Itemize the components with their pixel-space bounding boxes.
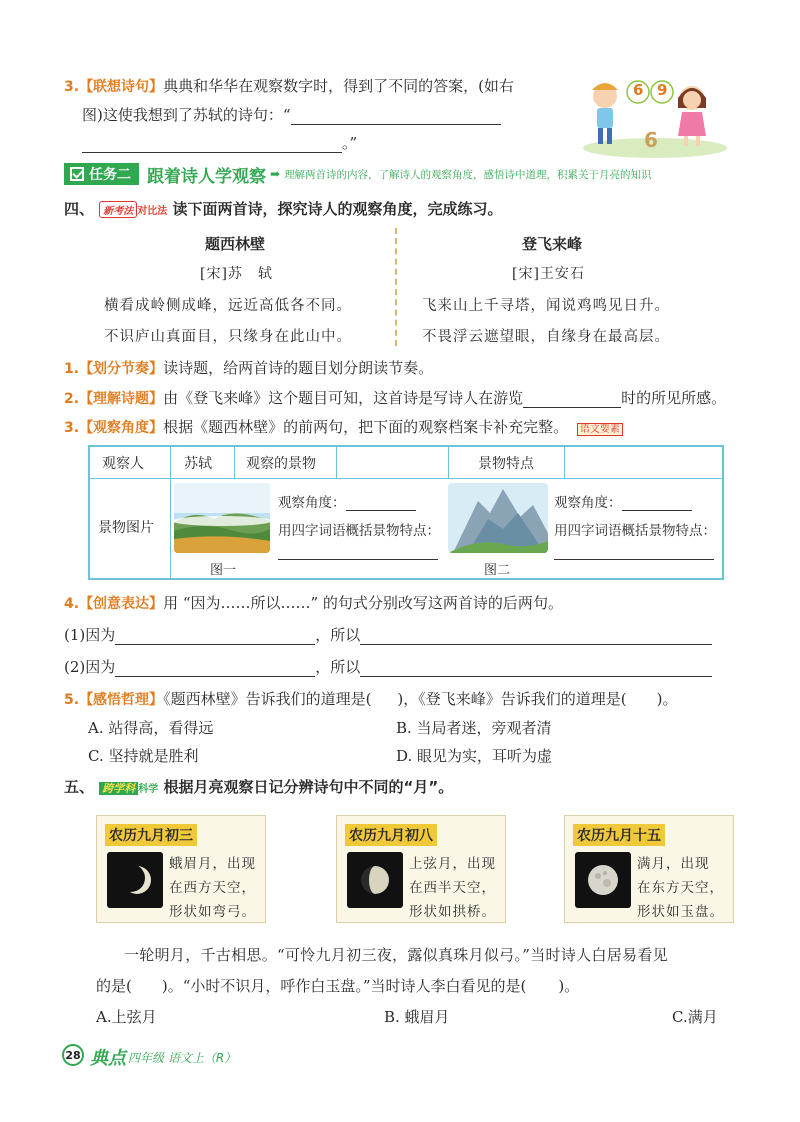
fig2-summary-blank[interactable] (554, 559, 714, 560)
poem1-title: 题西林壁 (205, 235, 266, 253)
passage-text2a: 的是( (96, 977, 132, 995)
q3-tag: 【观察角度】 (79, 420, 164, 436)
section5-instruction: 根据月亮观察日记分辨诗句中不同的“月”。 (163, 778, 454, 796)
q2-tag: 【理解诗题】 (79, 391, 164, 407)
poem1-line2: 不识庐山真面目，只缘身在此山中。 (104, 329, 352, 345)
brand-logo: 典点 (90, 1048, 126, 1069)
passage-line1 (96, 944, 668, 965)
q4-row1 (64, 624, 712, 645)
chinese-element-badge: 语文要素 (577, 423, 623, 436)
q4-text: 用 “因为……所以……” 的句式分别改写这两首诗的后两句。 (163, 594, 563, 612)
section5-heading (64, 776, 453, 797)
section5-label: 五、 (64, 778, 95, 796)
moon-card-1-line3: 形状如弯弓。 (169, 904, 256, 920)
q5-text3: )。 (656, 690, 678, 708)
moon-card-3-date: 农历九月十五 (573, 824, 665, 846)
q2-text1: 由《登飞来峰》这个题目可知，这首诗是写诗人在游览 (163, 389, 524, 407)
task2-badge (64, 163, 139, 185)
moon-card-1 (96, 815, 266, 923)
observation-card (88, 445, 724, 580)
q2 (64, 387, 726, 408)
moon-card-2 (336, 815, 506, 923)
table-divider-v3 (336, 447, 337, 479)
q1-tag: 【划分节奏】 (79, 361, 164, 377)
poem2-line1: 飞来山上千寻塔，闻说鸡鸣见日升。 (422, 298, 670, 314)
task2-badge-label: 任务二 (89, 167, 131, 183)
page-number: 28 (62, 1044, 84, 1066)
figure1-mountain-image (174, 483, 270, 553)
moon-card-2-line3: 形状如拱桥。 (409, 904, 496, 920)
q3-top-answer-blank-2[interactable] (82, 139, 342, 153)
passage-text1: 一轮明月，千古相思。“可怜九月初三夜，露似真珠月似弓。”当时诗人白居易看见 (124, 946, 668, 964)
q5-option-b: B. 当局者迷，旁观者清 (396, 719, 552, 737)
q4-row2-because-blank[interactable] (115, 663, 315, 677)
poem-divider (395, 228, 399, 346)
q4 (64, 592, 563, 613)
new-method-badge: 新考法 (99, 201, 137, 218)
fig1-angle-label: 观察角度： (278, 495, 346, 511)
moon-card-3 (564, 815, 734, 923)
q4-row1-prefix: (1)因为 (64, 626, 116, 644)
poem1-author: [宋]苏 轼 (200, 266, 273, 282)
q4-tag: 【创意表达】 (79, 596, 164, 612)
observer-label: 观察人 (102, 456, 144, 472)
table-divider-v2 (234, 447, 235, 479)
q5-num: 5. (64, 692, 80, 708)
q5-tag: 【感悟哲理】 (79, 692, 164, 708)
q3-text: 根据《题西林壁》的前两句，把下面的观察档案卡补充完整。 (163, 418, 569, 436)
poem1-line1: 横看成岭侧成峰，远近高低各不同。 (104, 298, 352, 314)
section4-heading (64, 198, 503, 219)
scene-value-blank[interactable] (338, 453, 448, 473)
figure2-peak-image (448, 483, 548, 553)
moon-card-2-date: 农历九月初八 (345, 824, 437, 846)
poem2-line2: 不畏浮云遮望眼，自缘身在最高层。 (422, 329, 670, 345)
q3-top-line2 (82, 104, 501, 125)
footer-grade: 四年级 语文上（R） (128, 1051, 237, 1065)
fig2-angle-blank[interactable] (622, 499, 692, 511)
q5-option-a: A. 站得高，看得远 (88, 719, 214, 737)
q5-option-c: C. 坚持就是胜利 (88, 747, 199, 765)
scene-label: 观察的景物 (246, 456, 316, 472)
moon-card-1-date: 农历九月初三 (105, 824, 197, 846)
table-divider-v5 (564, 447, 565, 479)
task2-title: 跟着诗人学观察 (147, 166, 266, 187)
fig1-summary-blank[interactable] (278, 559, 438, 560)
moon-card-3-line2: 在东方天空， (637, 880, 724, 896)
full-moon-icon (575, 852, 631, 908)
fig1-angle-blank[interactable] (346, 499, 416, 511)
moon-card-1-desc (169, 852, 256, 924)
q4-row2-prefix: (2)因为 (64, 658, 116, 676)
arrow-right-icon: ➡ (270, 167, 281, 181)
q2-answer-blank[interactable] (523, 394, 621, 408)
table-divider-v1 (170, 447, 171, 578)
q3-top-line1 (64, 75, 514, 96)
half-moon-icon (347, 852, 403, 908)
q4-row1-so: ，所以 (315, 626, 361, 644)
fig1-summary-label: 用四字词语概括景物特点： (278, 523, 440, 539)
q3-top-line3 (82, 132, 357, 153)
task2-header (64, 162, 652, 186)
moon-card-2-line1: 上弦月，出现 (409, 856, 496, 872)
section4-instruction: 读下面两首诗，探究诗人的观察角度，完成练习。 (172, 200, 503, 218)
ground-digit: 6 (644, 128, 658, 152)
q4-num: 4. (64, 596, 80, 612)
moon-card-3-line1: 满月，出现 (637, 856, 710, 872)
moon-card-2-line2: 在西半天空， (409, 880, 496, 896)
passage-option-b: B. 蛾眉月 (384, 1008, 450, 1026)
passage-text2b: )。“小时不识月，呼作白玉盘。”当时诗人李白看见的是( (161, 977, 527, 995)
kids-illustration (580, 68, 730, 158)
q5-text2: )，《登飞来峰》告诉我们的道理是( (397, 690, 627, 708)
digit-six: 6 (633, 81, 644, 99)
passage-text2c: )。 (558, 977, 580, 995)
q3-top-text1: 典典和华华在观察数字时，得到了不同的答案，(如右 (163, 77, 514, 95)
crescent-moon-icon (107, 852, 163, 908)
q3-num: 3. (64, 420, 80, 436)
fig1-angle-row (278, 491, 416, 511)
fig2-summary-label: 用四字词语概括景物特点： (554, 523, 716, 539)
poem2-author: [宋]王安石 (512, 266, 585, 282)
table-divider-v4 (448, 447, 449, 479)
fig2-angle-row (554, 491, 692, 511)
feature-value-blank[interactable] (566, 453, 722, 473)
q3 (64, 416, 623, 437)
cross-subject-sub: 科学 (138, 784, 159, 795)
digit-nine: 9 (657, 81, 668, 99)
q4-row1-because-blank[interactable] (115, 631, 315, 645)
q5 (64, 688, 678, 709)
q4-row1-so-blank[interactable] (360, 631, 712, 645)
moon-card-1-line1: 蛾眉月，出现 (169, 856, 256, 872)
cross-subject-badge: 跨学科 (99, 782, 138, 795)
moon-card-1-line2: 在西方天空， (169, 880, 256, 896)
q2-text2: 时的所见所感。 (621, 389, 727, 407)
q1 (64, 357, 433, 378)
q5-text1: 《题西林壁》告诉我们的道理是( (163, 690, 372, 708)
task2-subtitle: 理解两首诗的内容，了解诗人的观察角度，感悟诗中道理，积累关于月亮的知识 (284, 168, 652, 181)
q5-option-d: D. 眼见为实，耳听为虚 (396, 747, 553, 765)
observer-value: 苏轼 (184, 456, 212, 472)
moon-card-3-line3: 形状如玉盘。 (637, 904, 724, 920)
section4-label: 四、 (64, 200, 95, 218)
checkbox-icon (70, 167, 84, 181)
passage-option-c: C.满月 (672, 1008, 718, 1026)
passage-option-a: A.上弦月 (96, 1008, 157, 1026)
q3-top-answer-blank-1[interactable] (291, 111, 501, 125)
moon-card-3-desc (637, 852, 724, 924)
new-method-sub: 对比法 (137, 206, 168, 217)
q4-row2 (64, 656, 712, 677)
q2-num: 2. (64, 391, 80, 407)
figure2-caption: 图二 (484, 563, 511, 578)
figure1-caption: 图一 (210, 563, 237, 578)
q4-row2-so-blank[interactable] (360, 663, 712, 677)
fig2-angle-label: 观察角度： (554, 495, 622, 511)
feature-label: 景物特点 (478, 456, 534, 472)
q3-top-end: 。” (342, 134, 358, 152)
q3-top-num: 3. (64, 79, 80, 95)
q1-num: 1. (64, 361, 80, 377)
passage-line2 (96, 975, 579, 996)
q1-text: 读诗题，给两首诗的题目划分朗读节奏。 (163, 359, 434, 377)
q4-row2-so: ，所以 (315, 658, 361, 676)
poem2-title: 登飞来峰 (522, 235, 583, 253)
moon-card-2-desc (409, 852, 496, 924)
image-label: 景物图片 (98, 520, 154, 536)
q3-top-tag: 【联想诗句】 (79, 79, 164, 95)
q3-top-text2: 图)这使我想到了苏轼的诗句：“ (82, 106, 291, 124)
